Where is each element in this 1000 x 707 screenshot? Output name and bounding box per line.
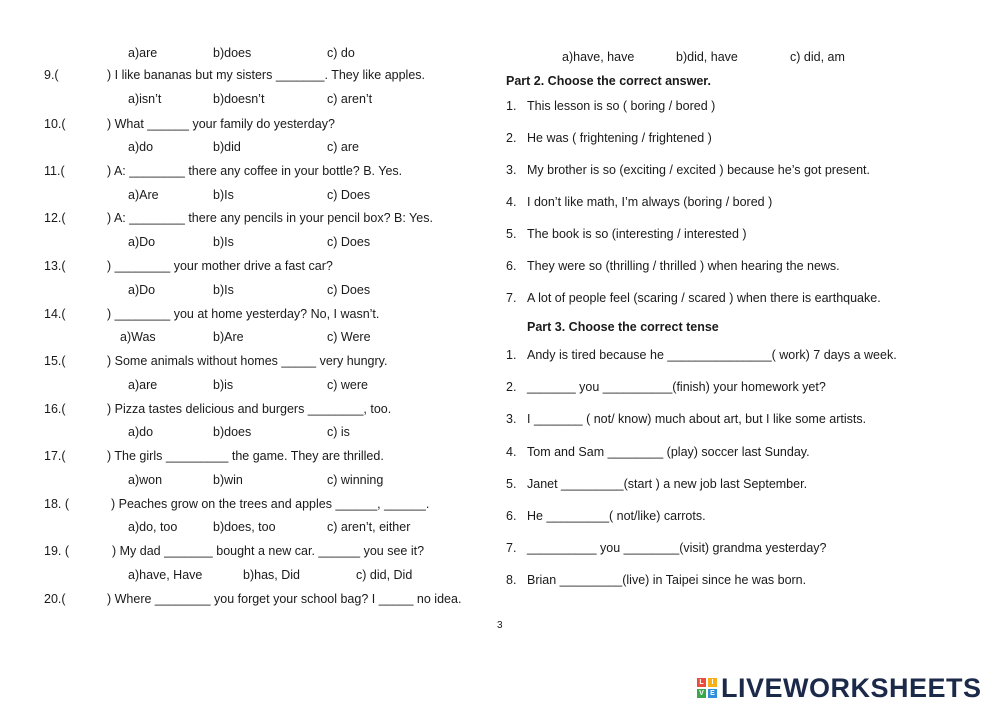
item-text: Tom and Sam ________ (play) soccer last Sunday. bbox=[527, 445, 810, 459]
item-number: 4. bbox=[506, 445, 517, 459]
item-text: This lesson is so ( boring / bored ) bbox=[527, 99, 716, 113]
item-number: 5. bbox=[506, 227, 517, 241]
right-column bbox=[490, 0, 1000, 620]
option-c: c) winning bbox=[327, 473, 384, 487]
page-number: 3 bbox=[497, 620, 503, 631]
item-text: Janet _________(start ) a new job last September. bbox=[527, 477, 808, 491]
option-a: a)Do bbox=[128, 283, 156, 297]
item-text: They were so (thrilling / thrilled ) when hearing the news. bbox=[527, 259, 840, 273]
option-c: c) aren’t bbox=[327, 92, 373, 106]
item-text: __________ you ________(visit) grandma yesterday? bbox=[527, 541, 827, 555]
question-number: 17.( bbox=[44, 449, 66, 463]
logo-mark-i: I bbox=[708, 678, 717, 687]
option-b: b)Is bbox=[213, 283, 234, 297]
part-2-title: Part 2. Choose the correct answer. bbox=[506, 74, 711, 88]
question-text: ) ________ your mother drive a fast car? bbox=[107, 259, 333, 273]
option-a: a)Do bbox=[128, 235, 156, 249]
question-number: 13.( bbox=[44, 259, 66, 273]
question-number: 18. ( bbox=[44, 497, 70, 511]
option-b: b)does, too bbox=[213, 520, 276, 534]
logo-mark-icon bbox=[697, 678, 717, 698]
question-text: ) A: ________ there any coffee in your bottle? B. Yes. bbox=[107, 164, 403, 178]
item-number: 3. bbox=[506, 163, 517, 177]
item-number: 4. bbox=[506, 195, 517, 209]
question-text: ) I like bananas but my sisters _______. They like apples. bbox=[107, 68, 425, 82]
option-b: b)win bbox=[213, 473, 243, 487]
option-a: a)isn’t bbox=[128, 92, 162, 106]
question-number: 20.( bbox=[44, 592, 66, 606]
option-c: c) did, Did bbox=[356, 568, 413, 582]
option-b: b)has, Did bbox=[243, 568, 300, 582]
option-c: c) Does bbox=[327, 235, 371, 249]
left-column bbox=[0, 0, 490, 620]
option-b: b)is bbox=[213, 378, 234, 392]
question-number: 9.( bbox=[44, 68, 59, 82]
item-number: 8. bbox=[506, 573, 517, 587]
option-a: a)have, Have bbox=[128, 568, 203, 582]
item-number: 5. bbox=[506, 477, 517, 491]
question-text: ) Where ________ you forget your school bag? I _____ no idea. bbox=[107, 592, 462, 606]
option-b: b)Are bbox=[213, 330, 244, 344]
item-text: He was ( frightening / frightened ) bbox=[527, 131, 712, 145]
part-3-title: Part 3. Choose the correct tense bbox=[527, 320, 719, 334]
option-a: a)do bbox=[128, 140, 154, 154]
logo-mark-l: L bbox=[697, 678, 706, 687]
item-number: 6. bbox=[506, 509, 517, 523]
option-c: c) is bbox=[327, 425, 350, 439]
option-b: b)doesn’t bbox=[213, 92, 265, 106]
question-number: 10.( bbox=[44, 117, 66, 131]
item-text: A lot of people feel (scaring / scared ) when there is earthquake. bbox=[527, 291, 881, 305]
question-text: ) Peaches grow on the trees and apples ______, ______. bbox=[111, 497, 430, 511]
question-number: 16.( bbox=[44, 402, 66, 416]
option-a: a)Are bbox=[128, 188, 159, 202]
question-text: ) ________ you at home yesterday? No, I wasn’t. bbox=[107, 307, 380, 321]
item-text: He _________( not/like) carrots. bbox=[527, 509, 706, 523]
question-text: ) Some animals without homes _____ very hungry. bbox=[107, 354, 388, 368]
question-number: 12.( bbox=[44, 211, 66, 225]
item-text: The book is so (interesting / interested ) bbox=[527, 227, 747, 241]
item-text: _______ you __________(finish) your homework yet? bbox=[527, 380, 826, 394]
option-c: c) did, am bbox=[790, 50, 845, 64]
item-number: 3. bbox=[506, 412, 517, 426]
question-number: 15.( bbox=[44, 354, 66, 368]
question-number: 11.( bbox=[44, 164, 65, 178]
option-a: a)won bbox=[128, 473, 163, 487]
option-c: c) Does bbox=[327, 188, 371, 202]
item-number: 2. bbox=[506, 131, 517, 145]
option-a: a)are bbox=[128, 378, 158, 392]
item-text: I don’t like math, I’m always (boring / bored ) bbox=[527, 195, 773, 209]
item-text: Andy is tired because he _______________( work) 7 days a week. bbox=[527, 348, 897, 362]
option-a: a)have, have bbox=[562, 50, 635, 64]
item-number: 6. bbox=[506, 259, 517, 273]
item-number: 7. bbox=[506, 291, 517, 305]
liveworksheets-logo[interactable] bbox=[697, 671, 982, 705]
option-a: a)do, too bbox=[128, 520, 178, 534]
option-a: a)Was bbox=[120, 330, 156, 344]
option-c: c) Were bbox=[327, 330, 371, 344]
logo-mark-e: E bbox=[708, 689, 717, 698]
option-b: b)Is bbox=[213, 188, 234, 202]
option-a: a)do bbox=[128, 425, 154, 439]
option-b: b)did, have bbox=[676, 50, 738, 64]
option-c: c) do bbox=[327, 46, 355, 60]
question-number: 19. ( bbox=[44, 544, 70, 558]
question-text: ) A: ________ there any pencils in your pencil box? B: Yes. bbox=[107, 211, 433, 225]
logo-mark-v: V bbox=[697, 689, 706, 698]
item-text: My brother is so (exciting / excited ) because he’s got present. bbox=[527, 163, 870, 177]
question-text: ) Pizza tastes delicious and burgers ________, too. bbox=[107, 402, 392, 416]
option-b: b)does bbox=[213, 425, 252, 439]
question-text: ) The girls _________ the game. They are thrilled. bbox=[107, 449, 384, 463]
logo-text: LIVEWORKSHEETS bbox=[721, 672, 982, 703]
option-c: c) were bbox=[327, 378, 368, 392]
question-number: 14.( bbox=[44, 307, 66, 321]
item-number: 1. bbox=[506, 99, 517, 113]
question-text: ) My dad _______ bought a new car. ______ you see it? bbox=[112, 544, 425, 558]
option-b: b)Is bbox=[213, 235, 234, 249]
item-text: Brian _________(live) in Taipei since he was born. bbox=[527, 573, 807, 587]
question-text: ) What ______ your family do yesterday? bbox=[107, 117, 335, 131]
option-c: c) Does bbox=[327, 283, 371, 297]
item-text: I _______ ( not/ know) much about art, but I like some artists. bbox=[527, 412, 867, 426]
option-c: c) aren’t, either bbox=[327, 520, 411, 534]
item-number: 1. bbox=[506, 348, 517, 362]
item-number: 2. bbox=[506, 380, 517, 394]
item-number: 7. bbox=[506, 541, 517, 555]
option-b: b)did bbox=[213, 140, 241, 154]
option-c: c) are bbox=[327, 140, 359, 154]
option-a: a)are bbox=[128, 46, 158, 60]
option-b: b)does bbox=[213, 46, 252, 60]
